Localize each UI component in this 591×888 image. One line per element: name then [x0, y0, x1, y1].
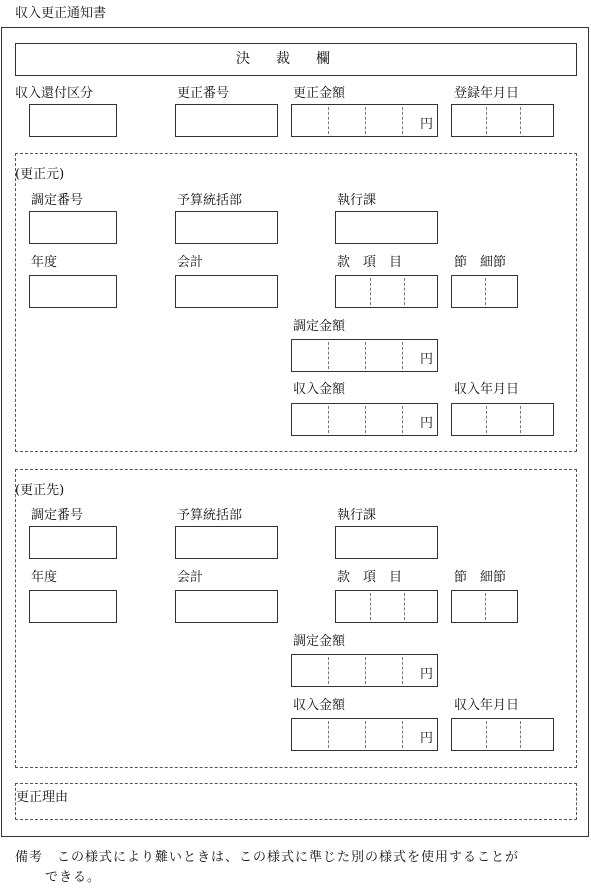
registration-date-label: 登録年月日 — [454, 86, 520, 101]
date-divider — [486, 107, 487, 134]
target-receipt-amount-field[interactable] — [291, 718, 438, 751]
source-section-item-label: 節 細節 — [454, 255, 507, 270]
target-budget-dept-label: 予算統括部 — [177, 508, 243, 523]
yen-unit: 円 — [419, 731, 433, 746]
item-divider — [485, 278, 486, 305]
target-section-item-label: 節 細節 — [454, 570, 507, 585]
remarks-note — [15, 848, 519, 888]
target-heading: (更正先) — [15, 483, 65, 498]
item-divider — [370, 278, 371, 305]
item-divider — [370, 593, 371, 620]
digit-divider — [328, 342, 329, 369]
source-budget-dept-label: 予算統括部 — [177, 193, 243, 208]
date-divider — [520, 721, 521, 748]
target-fiscal-year-field[interactable] — [29, 590, 117, 623]
item-divider — [485, 593, 486, 620]
correction-amount-label: 更正金額 — [293, 86, 346, 101]
source-account-label: 会計 — [177, 255, 204, 270]
source-receipt-date-field[interactable] — [451, 403, 554, 436]
target-adjust-number-label: 調定番号 — [31, 508, 84, 523]
digit-divider — [402, 406, 403, 433]
source-budget-item-label: 款 項 目 — [337, 255, 403, 270]
remarks-line-1: 備考 この様式により難いときは、この様式に準じた別の様式を使用することが — [15, 850, 520, 865]
target-budget-dept-field[interactable] — [175, 526, 278, 559]
digit-divider — [328, 406, 329, 433]
source-heading: (更正元) — [15, 167, 65, 182]
digit-divider — [365, 721, 366, 748]
refund-type-field[interactable] — [29, 104, 117, 137]
target-receipt-amount-label: 収入金額 — [293, 698, 346, 713]
source-section-item-field[interactable] — [451, 275, 518, 308]
yen-unit: 円 — [419, 352, 433, 367]
source-exec-section-field[interactable] — [335, 211, 438, 244]
correction-number-label: 更正番号 — [177, 86, 230, 101]
reason-field[interactable] — [15, 783, 577, 820]
correction-number-field[interactable] — [175, 104, 278, 137]
source-receipt-date-label: 収入年月日 — [454, 382, 520, 397]
source-fiscal-year-field[interactable] — [29, 275, 117, 308]
yen-unit: 円 — [419, 667, 433, 682]
source-adjust-number-field[interactable] — [29, 211, 117, 244]
source-budget-item-field[interactable] — [335, 275, 438, 308]
approval-field[interactable]: 決裁欄 — [15, 43, 577, 76]
digit-divider — [402, 657, 403, 684]
date-divider — [486, 406, 487, 433]
source-adjust-amount-field[interactable] — [291, 339, 438, 372]
digit-divider — [328, 721, 329, 748]
yen-unit: 円 — [419, 117, 433, 132]
registration-date-field[interactable] — [451, 104, 554, 137]
target-adjust-amount-label: 調定金額 — [293, 634, 346, 649]
item-divider — [404, 593, 405, 620]
target-account-label: 会計 — [177, 570, 204, 585]
digit-divider — [365, 107, 366, 134]
target-fiscal-year-label: 年度 — [31, 570, 58, 585]
target-adjust-amount-field[interactable] — [291, 654, 438, 687]
source-receipt-amount-label: 収入金額 — [293, 382, 346, 397]
digit-divider — [328, 657, 329, 684]
target-receipt-date-label: 収入年月日 — [454, 698, 520, 713]
digit-divider — [402, 342, 403, 369]
target-exec-section-label: 執行課 — [337, 508, 377, 523]
remarks-line-2: できる。 — [45, 870, 102, 885]
yen-unit: 円 — [419, 416, 433, 431]
correction-amount-field[interactable] — [291, 104, 438, 137]
digit-divider — [365, 657, 366, 684]
source-adjust-number-label: 調定番号 — [31, 193, 84, 208]
target-section-item-field[interactable] — [451, 590, 518, 623]
source-budget-dept-field[interactable] — [175, 211, 278, 244]
refund-type-label: 収入還付区分 — [15, 86, 94, 101]
target-exec-section-field[interactable] — [335, 526, 438, 559]
source-exec-section-label: 執行課 — [337, 193, 377, 208]
target-budget-item-label: 款 項 目 — [337, 570, 403, 585]
digit-divider — [365, 342, 366, 369]
date-divider — [520, 406, 521, 433]
source-account-field[interactable] — [175, 275, 278, 308]
source-receipt-amount-field[interactable] — [291, 403, 438, 436]
reason-label: 更正理由 — [16, 790, 69, 805]
target-receipt-date-field[interactable] — [451, 718, 554, 751]
date-divider — [520, 107, 521, 134]
digit-divider — [402, 721, 403, 748]
target-budget-item-field[interactable] — [335, 590, 438, 623]
date-divider — [486, 721, 487, 748]
source-adjust-amount-label: 調定金額 — [293, 319, 346, 334]
source-fiscal-year-label: 年度 — [31, 255, 58, 270]
target-account-field[interactable] — [175, 590, 278, 623]
target-adjust-number-field[interactable] — [29, 526, 117, 559]
form-title: 収入更正通知書 — [15, 6, 107, 21]
digit-divider — [328, 107, 329, 134]
digit-divider — [365, 406, 366, 433]
item-divider — [404, 278, 405, 305]
digit-divider — [402, 107, 403, 134]
